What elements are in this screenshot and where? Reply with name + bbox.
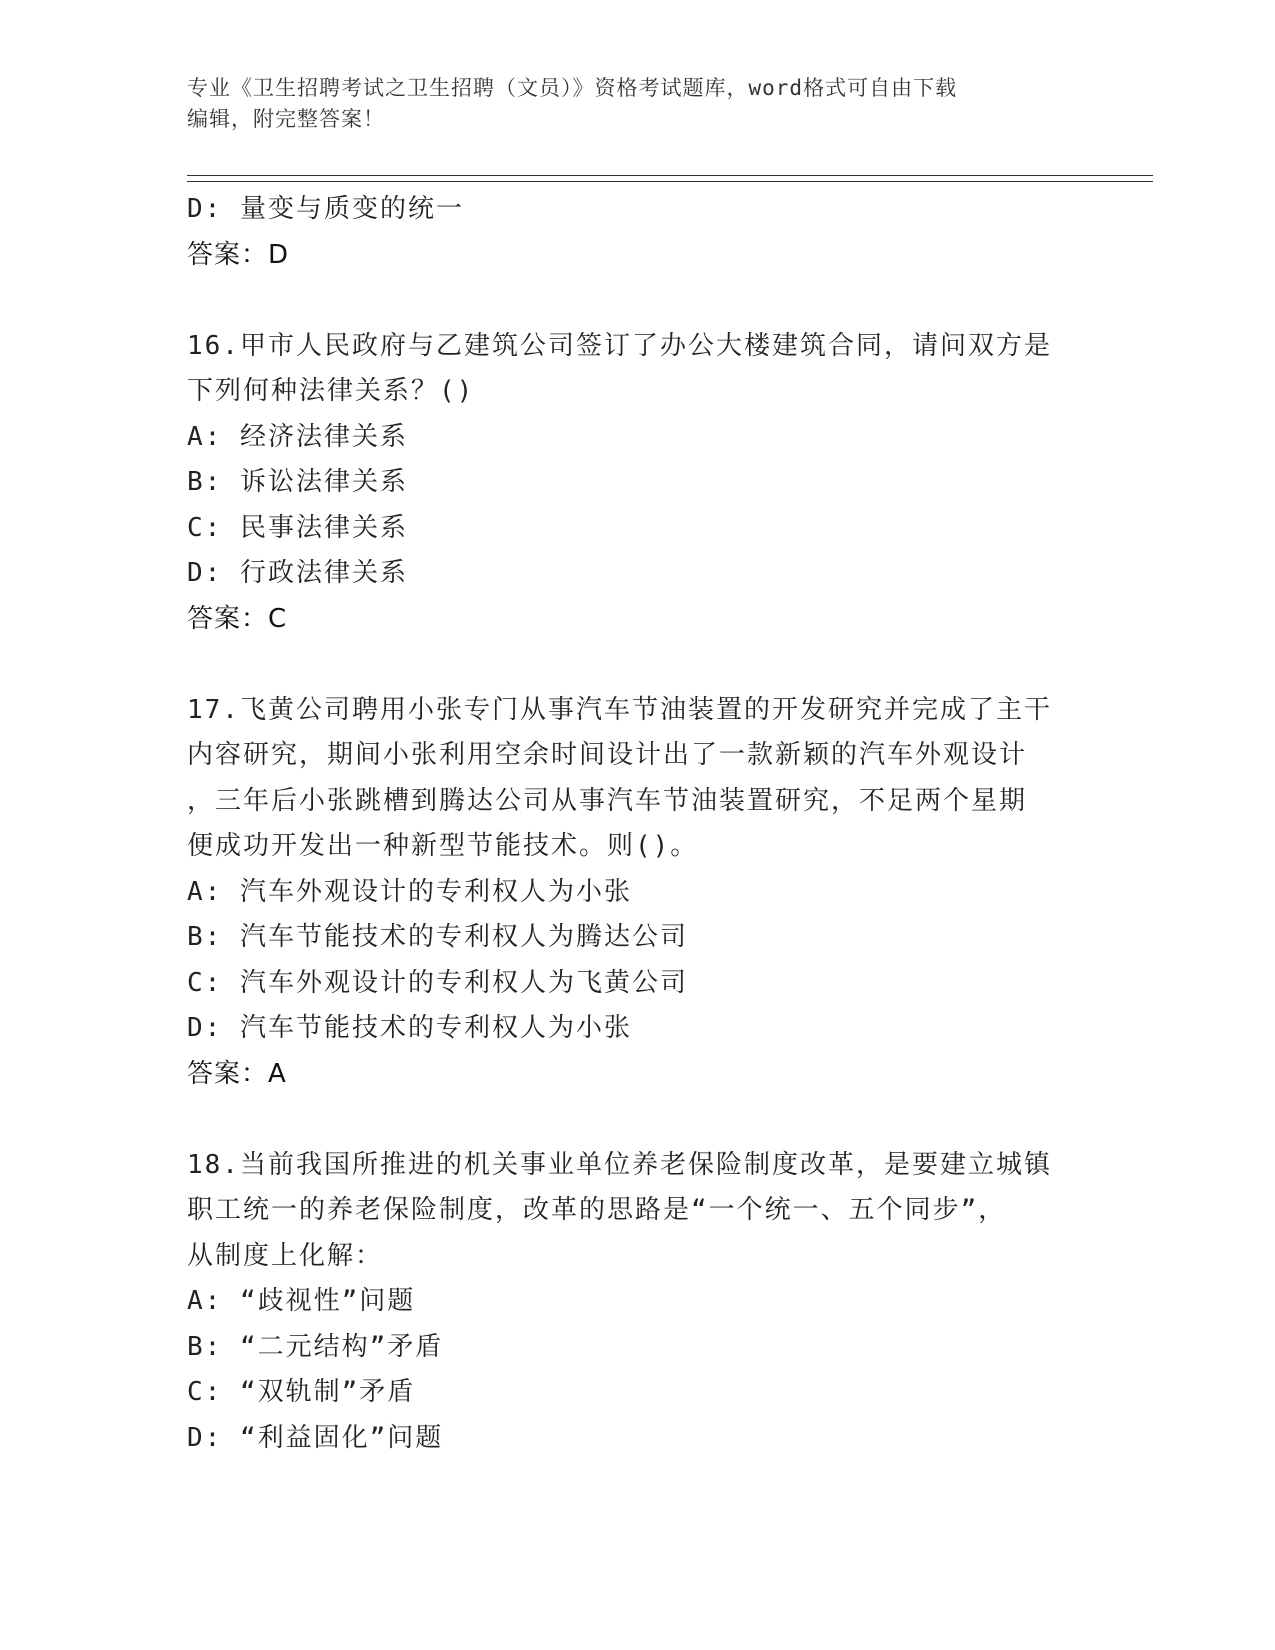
q17-option-c: C: 汽车外观设计的专利权人为飞黄公司 <box>187 967 688 998</box>
q16-answer: 答案：C <box>187 603 288 634</box>
question-18 <box>187 1143 1067 1462</box>
q17-stem-line-1: 17.飞黄公司聘用小张专门从事汽车节油装置的开发研究并完成了主干 <box>187 694 1052 725</box>
q18-stem-line-1: 18.当前我国所推进的机关事业单位养老保险制度改革，是要建立城镇 <box>187 1149 1052 1180</box>
question-16 <box>187 324 1067 643</box>
q16-stem-line-1: 16.甲市人民政府与乙建筑公司签订了办公大楼建筑合同，请问双方是 <box>187 330 1052 361</box>
document-header <box>187 73 1067 135</box>
q17-stem-line-2: 内容研究，期间小张利用空余时间设计出了一款新颖的汽车外观设计 <box>187 740 1028 770</box>
prev-option-d: D: 量变与质变的统一 <box>187 194 464 224</box>
q16-option-d: D: 行政法律关系 <box>187 558 408 588</box>
q16-stem-line-2: 下列何种法律关系？() <box>187 376 475 406</box>
q16-option-b: B: 诉讼法律关系 <box>187 467 408 497</box>
q17-option-d: D: 汽车节能技术的专利权人为小张 <box>187 1013 632 1043</box>
question-17 <box>187 688 1067 1098</box>
header-line-1: 专业《卫生招聘考试之卫生招聘（文员）》资格考试题库，word格式可自由下载 <box>187 76 958 100</box>
header-line-2: 编辑，附完整答案！ <box>187 107 385 131</box>
q18-stem-line-2: 职工统一的养老保险制度，改革的思路是“一个统一、五个同步”， <box>187 1195 1007 1225</box>
q17-option-a: A: 汽车外观设计的专利权人为小张 <box>187 876 632 907</box>
q16-option-a: A: 经济法律关系 <box>187 421 408 452</box>
q17-stem-line-3: ，三年后小张跳槽到腾达公司从事汽车节油装置研究，不足两个星期 <box>187 785 1028 816</box>
q18-option-a: A: “歧视性”问题 <box>187 1286 416 1316</box>
header-rule-bottom <box>187 181 1153 182</box>
header-rule-top <box>187 175 1153 176</box>
q17-answer: 答案：A <box>187 1058 287 1089</box>
q17-option-b: B: 汽车节能技术的专利权人为腾达公司 <box>187 922 688 952</box>
q17-stem-line-4: 便成功开发出一种新型节能技术。则()。 <box>187 831 699 861</box>
q18-stem-line-3: 从制度上化解： <box>187 1240 384 1271</box>
q18-option-d: D: “利益固化”问题 <box>187 1422 444 1453</box>
spacer <box>187 1097 1067 1143</box>
spacer <box>187 278 1067 324</box>
q18-option-b: B: “二元结构”矛盾 <box>187 1331 444 1362</box>
prev-answer: 答案：D <box>187 239 290 270</box>
question-content <box>187 187 1067 1461</box>
q16-option-c: C: 民事法律关系 <box>187 512 408 543</box>
spacer <box>187 642 1067 688</box>
q18-option-c: C: “双轨制”矛盾 <box>187 1377 416 1407</box>
